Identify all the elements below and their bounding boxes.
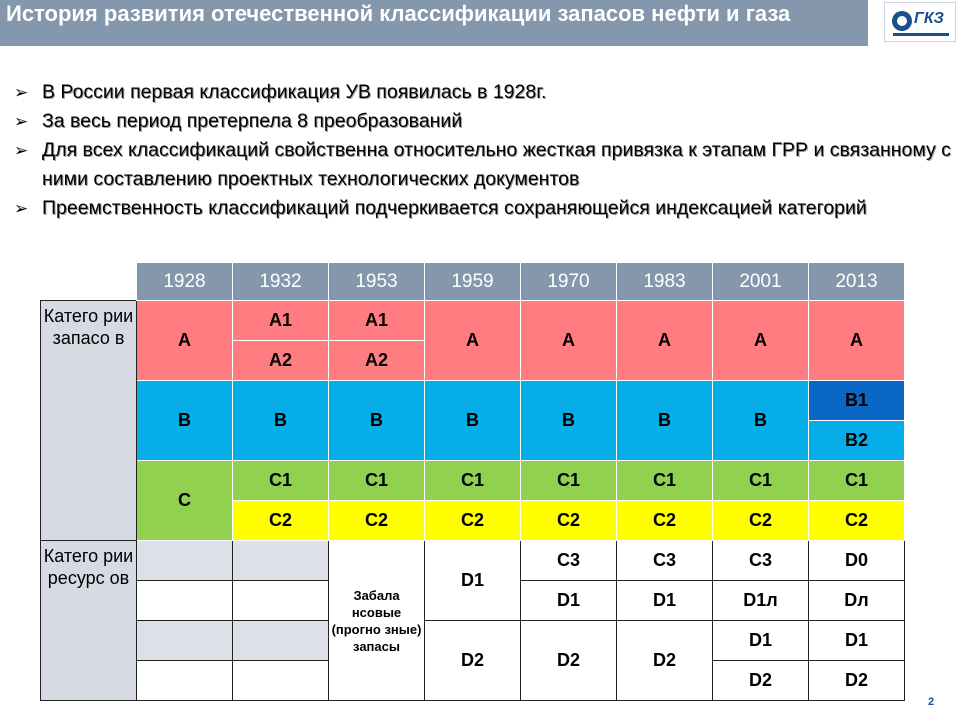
table-cell: C3 [521, 541, 617, 581]
table-cell: A [425, 301, 521, 381]
table-cell: D2 [425, 621, 521, 701]
table-cell: B [521, 381, 617, 461]
classification-table [40, 262, 905, 701]
table-cell: A [809, 301, 905, 381]
year-header: 2013 [809, 263, 905, 301]
year-header-row [41, 263, 905, 301]
bullet-item [14, 78, 954, 107]
table-cell: D2 [617, 621, 713, 701]
year-header: 1953 [329, 263, 425, 301]
empty-cell [233, 541, 329, 581]
table-cell: A2 [329, 341, 425, 381]
table-cell: D1л [713, 581, 809, 621]
table-cell: C1 [617, 461, 713, 501]
table-cell: C2 [329, 501, 425, 541]
table-cell: D2 [809, 661, 905, 701]
resources-category-label: Катего рии ресурс ов [41, 541, 137, 701]
table-cell: Забала нсовые (прогно зные) запасы [329, 541, 425, 701]
table-cell: C1 [713, 461, 809, 501]
empty-cell [137, 661, 233, 701]
year-header: 1983 [617, 263, 713, 301]
table-cell: B [713, 381, 809, 461]
table-cell: A1 [233, 301, 329, 341]
table-row [41, 301, 905, 341]
table-cell: D0 [809, 541, 905, 581]
year-header: 1932 [233, 263, 329, 301]
table-cell: B2 [809, 421, 905, 461]
table-row [41, 541, 905, 581]
table-cell: B [233, 381, 329, 461]
empty-cell [137, 541, 233, 581]
table-cell: D2 [713, 661, 809, 701]
table-cell: D2 [521, 621, 617, 701]
table-cell: D1 [809, 621, 905, 661]
table-cell: C1 [809, 461, 905, 501]
table-cell: B [425, 381, 521, 461]
arrow-bullet-icon: ➢ [14, 141, 29, 160]
empty-cell [233, 581, 329, 621]
table-cell: C3 [713, 541, 809, 581]
table-cell: C [137, 461, 233, 541]
year-header: 1928 [137, 263, 233, 301]
table-cell: D1 [521, 581, 617, 621]
table-cell: A [521, 301, 617, 381]
table-cell: A1 [329, 301, 425, 341]
table-cell: C2 [425, 501, 521, 541]
empty-cell [233, 621, 329, 661]
gkz-emblem-icon [892, 11, 912, 31]
empty-cell [137, 621, 233, 661]
table-cell: Dл [809, 581, 905, 621]
table-cell: B [137, 381, 233, 461]
year-header: 2001 [713, 263, 809, 301]
table-cell: B [617, 381, 713, 461]
arrow-bullet-icon: ➢ [14, 112, 29, 131]
page-number: 2 [928, 696, 935, 708]
table-cell: C2 [521, 501, 617, 541]
table-row [41, 461, 905, 501]
empty-cell [137, 581, 233, 621]
arrow-bullet-icon: ➢ [14, 83, 29, 102]
bullet-item [14, 194, 954, 223]
logo-text: ГКЗ [914, 10, 944, 27]
bullet-item [14, 107, 954, 136]
table-cell: A [617, 301, 713, 381]
table-cell: C2 [233, 501, 329, 541]
bullet-text: За весь период претерпела 8 преобразований [42, 110, 463, 132]
logo-underline [893, 33, 949, 36]
year-header: 1970 [521, 263, 617, 301]
table-cell: B1 [809, 381, 905, 421]
bullet-text: Для всех классификаций свойственна относительно жесткая привязка к этапам ГРР и связанному с ними составлению проектных технологических документов [42, 139, 951, 190]
table-cell: C2 [809, 501, 905, 541]
table-row [41, 621, 905, 661]
arrow-bullet-icon: ➢ [14, 199, 29, 218]
table-cell: D1 [425, 541, 521, 621]
table-cell: D1 [617, 581, 713, 621]
table-cell: A [137, 301, 233, 381]
table-cell: C1 [329, 461, 425, 501]
gkz-logo [884, 2, 956, 42]
bullet-text: Преемственность классификаций подчеркивается сохраняющейся индексацией категорий [42, 197, 867, 219]
year-header: 1959 [425, 263, 521, 301]
table-row [41, 381, 905, 421]
table-cell: C3 [617, 541, 713, 581]
corner-cell [41, 263, 137, 301]
table-cell: D1 [713, 621, 809, 661]
bullet-text: В России первая классификация УВ появилась в 1928г. [42, 81, 547, 103]
table-cell: A [713, 301, 809, 381]
bullet-item [14, 136, 954, 194]
bullet-list [14, 78, 954, 223]
empty-cell [233, 661, 329, 701]
table-cell: B [329, 381, 425, 461]
reserves-category-label: Катего рии запасо в [41, 301, 137, 541]
table-cell: C1 [521, 461, 617, 501]
table-cell: C2 [713, 501, 809, 541]
page-title: История развития отечественной классификации запасов нефти и газа [6, 1, 791, 26]
title-bar [0, 0, 868, 46]
table-cell: C1 [425, 461, 521, 501]
table-cell: A2 [233, 341, 329, 381]
table-cell: C2 [617, 501, 713, 541]
table-cell: C1 [233, 461, 329, 501]
